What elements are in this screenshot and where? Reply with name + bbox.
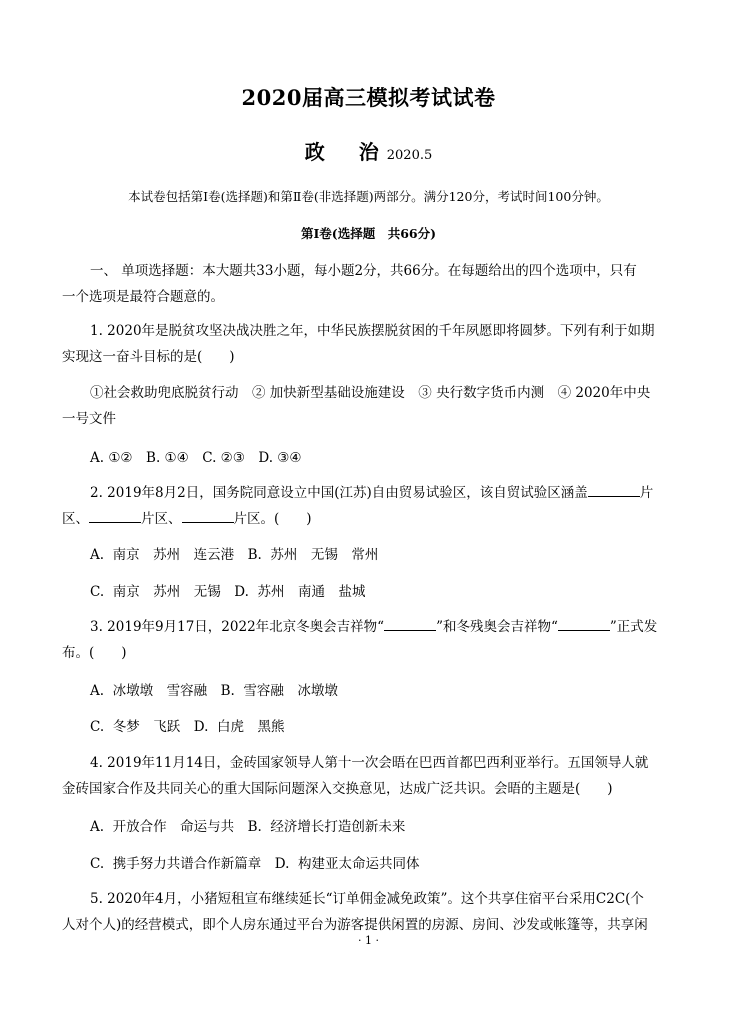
question-1-options: A. ①② B. ①④ C. ②③ D. ③④	[90, 450, 302, 466]
answer-blank	[588, 484, 640, 497]
question-3-stem-line-1: 3. 2019年9月17日，2022年北京冬奥会吉祥物“ ”和冬残奥会吉祥物“ ”正式发	[90, 619, 658, 635]
question-2-options-cd: C. 南京 苏州 无锡 D. 苏州 南通 盐城	[90, 584, 366, 600]
subject-char-2: 治	[358, 140, 379, 164]
question-2-stem-line-2: 区、 片区、 片区。( )	[62, 511, 312, 527]
question-1-stem-line-2: 实现这一奋斗目标的是( )	[62, 349, 235, 365]
question-4	[62, 750, 680, 802]
question-1	[62, 318, 680, 370]
exam-date: 2020.5	[386, 148, 433, 163]
question-3-options-ab: A. 冰墩墩 雪容融 B. 雪容融 冰墩墩	[90, 683, 338, 699]
exam-instructions: 本试卷包括第Ⅰ卷(选择题)和第Ⅱ卷(非选择题)两部分。满分120分，考试时间100分钟。	[128, 189, 609, 204]
question-4-stem-line-2: 金砖国家合作及共同关心的重大国际问题深入交换意见，达成广泛共识。会晤的主题是( )	[62, 781, 613, 797]
exam-title: 2020届高三模拟考试试卷	[241, 85, 496, 110]
page-number: · 1 ·	[358, 934, 379, 947]
section-line-2: 一个选项是最符合题意的。	[62, 289, 224, 305]
question-3-options-cd: C. 冬梦 飞跃 D. 白虎 黑熊	[90, 719, 285, 735]
question-5-stem-line-1: 5. 2020年4月，小猪短租宣布继续延长“订单佣金减免政策”。这个共享住宿平台采用C2C(个	[90, 891, 644, 907]
question-1-items-line-1: ①社会救助兜底脱贫行动 ② 加快新型基础设施建设 ③ 央行数字货币内测 ④ 2020年中央	[90, 385, 651, 401]
question-1-items	[62, 380, 680, 432]
question-3	[62, 614, 680, 666]
question-4-options-ab: A. 开放合作 命运与共 B. 经济增长打造创新未来	[90, 819, 406, 835]
answer-blank	[89, 510, 141, 523]
subject-heading	[0, 136, 737, 165]
answer-blank	[384, 618, 436, 631]
question-1-items-line-2: 一号文件	[62, 411, 116, 427]
question-5-stem-line-2: 人对个人)的经营模式，即个人房东通过平台为游客提供闲置的房源、房间、沙发或帐篷等，共享闲	[62, 917, 648, 933]
section-line-1: 一、 单项选择题：本大题共33小题，每小题2分，共66分。在每题给出的四个选项中，只有	[90, 263, 637, 279]
part-heading: 第Ⅰ卷(选择题 共66分)	[300, 226, 437, 241]
question-2-options-ab: A. 南京 苏州 连云港 B. 苏州 无锡 常州	[90, 547, 379, 563]
question-1-stem-line-1: 1. 2020年是脱贫攻坚决战决胜之年，中华民族摆脱贫困的千年夙愿即将圆梦。下列有利于如期	[90, 323, 655, 339]
question-4-stem-line-1: 4. 2019年11月14日，金砖国家领导人第十一次会晤在巴西首都巴西利亚举行。五国领导人就	[90, 755, 649, 771]
answer-blank	[558, 618, 610, 631]
question-5	[62, 886, 680, 938]
question-2-stem-line-1: 2. 2019年8月2日，国务院同意设立中国(江苏)自由贸易试验区，该自贸试验区涵盖 片	[90, 485, 654, 501]
subject-char-1: 政	[304, 140, 325, 164]
section-instructions	[62, 258, 680, 310]
question-2	[62, 480, 680, 532]
answer-blank	[182, 510, 234, 523]
question-4-options-cd: C. 携手努力共谱合作新篇章 D. 构建亚太命运共同体	[90, 856, 420, 872]
question-3-stem-line-2: 布。( )	[62, 645, 127, 661]
